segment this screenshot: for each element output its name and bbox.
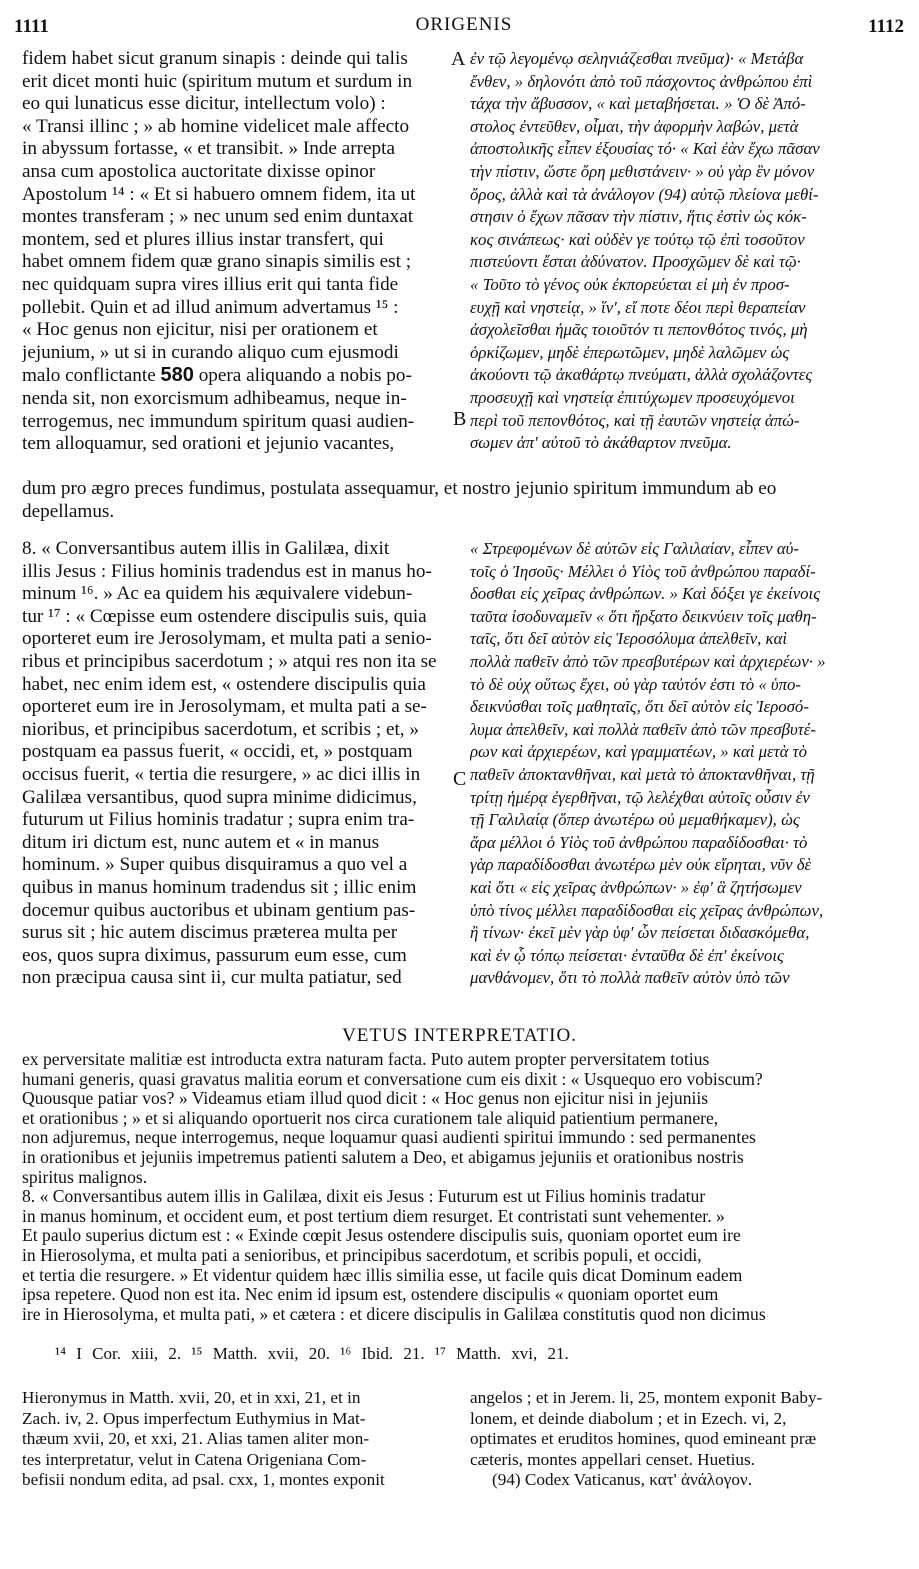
text-line: Apostolum ¹⁴ : « Et si habuero omnem fidem, ita ut xyxy=(22,183,416,205)
text-line: τρίτῃ ἡμέρᾳ ἐγερθῆναι, τῷ λελέχθαι αὐτοῖς οὖσιν ἐν xyxy=(470,787,810,807)
text-line: τάχα τὴν ἄβυσσον, « καὶ μεταβήσεται. » Ὁ δὲ Ἀπό- xyxy=(470,94,806,114)
note-line: optimates et eruditos homines, quod emineant præ xyxy=(470,1429,817,1449)
latin-column-top xyxy=(22,48,452,456)
text-line: jejunium, » ut si in curando aliquo cum ejusmodi xyxy=(22,341,399,363)
text-line: eo qui lunaticus esse dicitur, intellectum volo) : xyxy=(22,93,386,115)
note-line: cæteris, montes appellari censet. Huetius. xyxy=(470,1449,755,1469)
text-line: montem, sed et plures illius instar transfert, qui xyxy=(22,228,384,250)
text-line: pollebit. Quin et ad illud animum advertamus ¹⁵ : xyxy=(22,296,399,318)
text-line: tur ¹⁷ : « Cœpisse eum ostendere discipulis suis, quia xyxy=(22,605,427,627)
page-header xyxy=(14,14,904,44)
footnote-references: ¹⁴ I Cor. xiii, 2. ¹⁵ Matth. xvii, 20. ¹⁶ Ibid. 21. ¹⁷ Matth. xvi, 21. xyxy=(55,1344,569,1363)
text-line: surus sit ; hic autem discimus præterea multa per xyxy=(22,922,398,944)
text-line: « Τοῦτο τὸ γένος οὐκ ἐκπορεύεται εἰ μὴ ἐν προσ- xyxy=(470,274,790,294)
text-line: ex perversitate malitiæ est introducta extra naturam facta. Puto autem propter perversitatem totius xyxy=(22,1050,710,1069)
text-line: ἢ τίνων· ἐκεῖ μὲν γὰρ ὑφ' ὧν πείσεται διδασκόμεθα, xyxy=(470,923,810,943)
text-line: ἐν τῷ λεγομένῳ σεληνιάζεσθαι πνεῦμα)· « Μετάβα xyxy=(470,49,804,68)
text-line: μανθάνομεν, ὅτι τὸ πολλὰ παθεῖν αὐτὸν ὑπὸ τῶν xyxy=(470,968,790,988)
text-line: πιστεύοντι ἔσται ἀδύνατον. Προσχῶμεν δὲ καὶ τῷ· xyxy=(470,252,801,272)
text-line: non præcipua causa sint ii, cur multa patiatur, sed xyxy=(22,967,402,989)
text-line: docemur quibus auctoribus et ubinam gentium pas- xyxy=(22,899,416,921)
text-line: postquam ea passus fuerit, « occidi, et, » postquam xyxy=(22,741,413,763)
note-line: Hieronymus in Matth. xvii, 20, et in xxi, 21, et in xyxy=(22,1388,361,1407)
text-line: Galilæa versantibus, quod supra minime didicimus, xyxy=(22,786,417,808)
running-title: ORIGENIS xyxy=(415,14,513,35)
margin-letter-b: B xyxy=(453,408,467,430)
text-line: ἄρα μέλλοι ὁ Υἱὸς τοῦ ἀνθρώπου παραδίδοσθαι· τὸ xyxy=(470,832,808,852)
latin-full-width xyxy=(22,478,902,523)
page-number-left: 1111 xyxy=(14,16,49,37)
text-line: καὶ ἐν ᾧ τόπῳ πείσεται· ἐνταῦθα δὲ ἐπ' ἐκείνοις xyxy=(470,945,784,965)
text-line: ansa cum apostolica auctoritate dixisse opinor xyxy=(22,160,376,182)
text-line: τοῖς ὁ Ἰησοῦς· Μέλλει ὁ Υἱὸς τοῦ ἀνθρώπου παραδί- xyxy=(470,561,816,581)
text-line: « Hoc genus non ejicitur, nisi per orationem et xyxy=(22,319,378,341)
text-line: eos, quos supra diximus, passurum eum esse, cum xyxy=(22,944,407,966)
column-number: 580 xyxy=(160,364,194,387)
text-line: erit dicet monti huic (spiritum mutum et surdum in xyxy=(22,70,413,92)
text-line: hominum. » Super quibus disquiramus a quo vel a xyxy=(22,854,408,876)
text-line: spiritus malignos. xyxy=(22,1167,148,1187)
text-line: ταῦτα ἰσοδυναμεῖν « ὅτι ἤρξατο δεικνύειν τοῖς μαθη- xyxy=(470,606,817,626)
note-line: thæum xvii, 20, et xxi, 21. Alias tamen aliter mon- xyxy=(22,1429,370,1449)
note-line: lonem, et deinde diabolum ; et in Ezech. vi, 2, xyxy=(470,1408,787,1428)
note-line: Zach. iv, 2. Opus imperfectum Euthymius in Mat- xyxy=(22,1408,366,1428)
text-line: ditum iri dictum est, nunc autem et « in manus xyxy=(22,831,380,853)
text-line: depellamus. xyxy=(22,500,115,522)
text-line: habet omnem fidem quæ grano sinapis similis est ; xyxy=(22,251,412,273)
section-title: VETUS INTERPRETATIO. xyxy=(342,1025,577,1046)
text-line: in orationibus et jejuniis impetremus patienti salutem a Deo, et abigamus jejuniis et orationibus nostris xyxy=(22,1147,744,1167)
text-line: ipsa repetere. Quod non est ita. Nec enim id ipsum est, ostendere discipulis « quoniam oportet eum xyxy=(22,1285,719,1305)
text-line: τῇ Γαλιλαίᾳ (ὅπερ ἀνωτέρω οὐ μεμαθήκαμεν), ὡς xyxy=(470,810,800,830)
note-line: befisii nondum edita, ad psal. cxx, 1, montes exponit xyxy=(22,1470,385,1490)
text-line: ire in Hierosolyma, et multa pati, » et cætera : et dicere discipulis in Galilæa constitutis quod non dicimus xyxy=(22,1304,766,1324)
notes-right xyxy=(470,1388,906,1491)
note-line: angelos ; et in Jerem. li, 25, montem exponit Baby- xyxy=(470,1388,823,1407)
text-line: ταῖς, ὅτι δεῖ αὐτὸν εἰς Ἱεροσόλυμα ἀπελθεῖν, καὶ xyxy=(470,629,788,649)
vetus-interpretatio-text xyxy=(22,1050,906,1324)
text-line: montes transferam ; » nec unum sed enim duntaxat xyxy=(22,206,414,228)
text-line: 8. « Conversantibus autem illis in Galilæa, dixit xyxy=(22,538,390,559)
text-line: illis Jesus : Filius hominis tradendus est in manus ho- xyxy=(22,560,432,582)
text-fragment: opera aliquando a nobis po- xyxy=(198,365,412,387)
text-line: λυμα ἀπελθεῖν, καὶ πολλὰ παθεῖν ἀπὸ τῶν πρεσβυτέ- xyxy=(470,719,816,739)
text-line: ὁρκίζωμεν, μηδὲ ἐπερωτῶμεν, μηδὲ λαλῶμεν ὡς xyxy=(470,342,790,362)
text-line: nenda sit, non exorcismum adhibeamus, neque in- xyxy=(22,387,407,409)
text-line: ἀκούοντι τῷ ἀκαθάρτῳ πνεύματι, ἀλλὰ σχολάζοντες xyxy=(470,365,813,385)
text-line: Quousque patiar vos? » Videamus etiam illud quod dicit : « Hoc genus non ejicitur nisi in jejuniis xyxy=(22,1089,709,1109)
text-line: πολλὰ παθεῖν ἀπὸ τῶν πρεσβυτέρων καὶ ἀρχιερέων· » xyxy=(470,651,826,671)
text-line: occisus fuerit, « tertia die resurgere, » ac dici illis in xyxy=(22,763,421,785)
text-line: ὄρος, ἀλλὰ καὶ τὰ ἀνάλογον (94) αὐτῷ πλείονα μεθί- xyxy=(470,184,819,204)
text-line: 8. « Conversantibus autem illis in Galilæa, dixit eis Jesus : Futurum est ut Filius hominis tradatur xyxy=(22,1187,706,1207)
greek-column-middle xyxy=(470,538,906,990)
text-line: minum ¹⁶. » Ac ea quidem his æquivalere videbun- xyxy=(22,583,413,605)
text-line: σωμεν ἀπ' αὐτοῦ τὸ ἀκάθαρτον πνεῦμα. xyxy=(470,433,732,453)
text-line: futurum ut Filius hominis tradatur ; supra enim tra- xyxy=(22,809,415,831)
note-line: (94) Codex Vaticanus, κατ' ἀνάλογον. xyxy=(492,1470,752,1490)
text-line: ρων καὶ ἀρχιερέων, καὶ γραμματέων, » καὶ μετὰ τὸ xyxy=(470,742,808,762)
text-line: in manus hominum, et occident eum, et post tertium diem resurget. Et contristati sunt vehementer. » xyxy=(22,1206,725,1226)
text-line: στολος ἐντεῦθεν, οἶμαι, τὴν ἀφορμὴν λαβών, μετὰ xyxy=(470,116,799,136)
text-line: quibus in manus hominum tradendus sit ; illic enim xyxy=(22,876,417,898)
text-line: nec quidquam supra vires illius erit qui tanta fide xyxy=(22,273,399,295)
text-line: humani generis, quasi gravatus malitia eorum et conversatione cum eis dixit : « Usquequo ero vobiscum? xyxy=(22,1069,763,1089)
text-line: προσευχῇ καὶ νηστείᾳ ἐπιτύχωμεν προσευχόμενοι xyxy=(470,387,795,407)
text-line: δοσθαι εἰς χεῖρας ἀνθρώπων. » Καὶ δόξει γε ἐκείνοις xyxy=(470,584,821,604)
text-line: et orationibus ; » et si aliquando oportuerit nos circa curationem tale aliquid patientium permanere, xyxy=(22,1108,719,1128)
text-line: « Transi illinc ; » ab homine videlicet male affecto xyxy=(22,115,410,137)
text-line: oporteret eum ire in Jerosolymam, et multa pati a se- xyxy=(22,696,427,718)
text-line: fidem habet sicut granum sinapis : deinde qui talis xyxy=(22,48,408,69)
text-line: in abyssum fortasse, « et transibit. » Inde arrepta xyxy=(22,138,395,160)
text-line: κος σινάπεως· καὶ οὐδὲν γε τούτῳ τῷ ἐπὶ τοσοῦτον xyxy=(470,229,805,249)
text-line: δεικνύσθαι τοῖς μαθηταῖς, ὅτι δεῖ αὐτὸν εἰς Ἱεροσό- xyxy=(470,697,809,717)
text-line: in Hierosolyma, et multa pati a senioribus, et principibus sacerdotum, et scribis populi, et occidi, xyxy=(22,1245,702,1265)
text-line xyxy=(22,364,452,388)
text-line: ἀποστολικῆς εἶπεν ἐξουσίας τό· « Καὶ ἐὰν ἔχω πᾶσαν xyxy=(470,139,820,159)
margin-letter-a: A xyxy=(451,48,466,70)
text-line: tem alloquamur, sed orationi et jejunio vacantes, xyxy=(22,433,395,455)
text-line: nioribus, et principibus sacerdotum, et scribis ; et, » xyxy=(22,718,419,740)
notes-left xyxy=(22,1388,452,1491)
text-line: περὶ τοῦ πεπονθότος, καὶ τῇ ἑαυτῶν νηστείᾳ ἀπώ- xyxy=(470,410,800,430)
page-number-right: 1112 xyxy=(868,16,904,37)
text-line: ευχῇ καὶ νηστείᾳ, » ἵν', εἴ ποτε δέοι περὶ θεραπείαν xyxy=(470,297,806,317)
text-line: παθεῖν ἀποκτανθῆναι, καὶ μετὰ τὸ ἀποκτανθῆναι, τῇ xyxy=(470,764,815,784)
text-line: terrogemus, nec immundum spiritum quasi audien- xyxy=(22,410,415,432)
text-line: ribus et principibus sacerdotum ; » atqui res non ita se xyxy=(22,650,437,672)
text-line: ὑπὸ τίνος μέλλει παραδίδοσθαι εἰς χεῖρας ἀνθρώπων, xyxy=(470,900,824,920)
text-line: Et paulo superius dictum est : « Exinde cœpit Jesus ostendere discipulis suis, quoniam oportet eum ire xyxy=(22,1226,741,1246)
greek-column-top xyxy=(470,48,906,455)
text-line: non adjuremus, neque interrogemus, neque loquamur quasi audienti spiritui immundo : sed permanentes xyxy=(22,1128,756,1148)
note-line: tes interpretatur, velut in Catena Origeniana Com- xyxy=(22,1449,367,1469)
text-line: καὶ ὅτι « εἰς χεῖρας ἀνθρώπων· » ἐφ' ἃ ζητήσωμεν xyxy=(470,877,802,897)
text-line: στησιν ὁ ἔχων πᾶσαν τὴν πίστιν, ἥτις ἐστὶν ὡς κόκ- xyxy=(470,207,807,227)
text-line: dum pro ægro preces fundimus, postulata assequamur, et nostro jejunio spiritum immundum ab eo xyxy=(22,478,777,499)
text-line: ἔνθεν, » δηλονότι ἀπὸ τοῦ πάσχοντος ἀνθρώπου ἐπὶ xyxy=(470,71,813,91)
text-line: « Στρεφομένων δὲ αὐτῶν εἰς Γαλιλαίαν, εἶπεν αὐ- xyxy=(470,539,799,558)
text-line: τὴν πίστιν, ὥστε ὄρη μεθιστάνειν· » οὐ γὰρ ἓν μόνον xyxy=(470,161,815,181)
text-fragment: malo conflictante xyxy=(22,365,156,387)
text-line: ἀσχολεῖσθαι ἡμᾶς τοιοῦτόν τι πεπονθότος τινός, μὴ xyxy=(470,320,808,340)
text-line: oporteret eum ire Jerosolymam, et multa pati a senio- xyxy=(22,628,432,650)
text-line: habet, nec enim idem est, « ostendere discipulis quia xyxy=(22,673,426,695)
text-line: τὸ δὲ οὐχ οὕτως ἔχει, οὐ γὰρ ταὐτόν ἐστι τὸ « ὑπο- xyxy=(470,674,802,694)
text-line: et tertia die resurgere. » Et videntur quidem hæc illis similia esse, ut facile quis dicat Dominum eadem xyxy=(22,1265,743,1285)
margin-letter-c: C xyxy=(453,768,467,790)
latin-column-middle xyxy=(22,538,452,990)
text-line: γὰρ παραδίδοσθαι ἀνωτέρω μὲν οὐκ εἴρηται, νῦν δὲ xyxy=(470,855,812,875)
